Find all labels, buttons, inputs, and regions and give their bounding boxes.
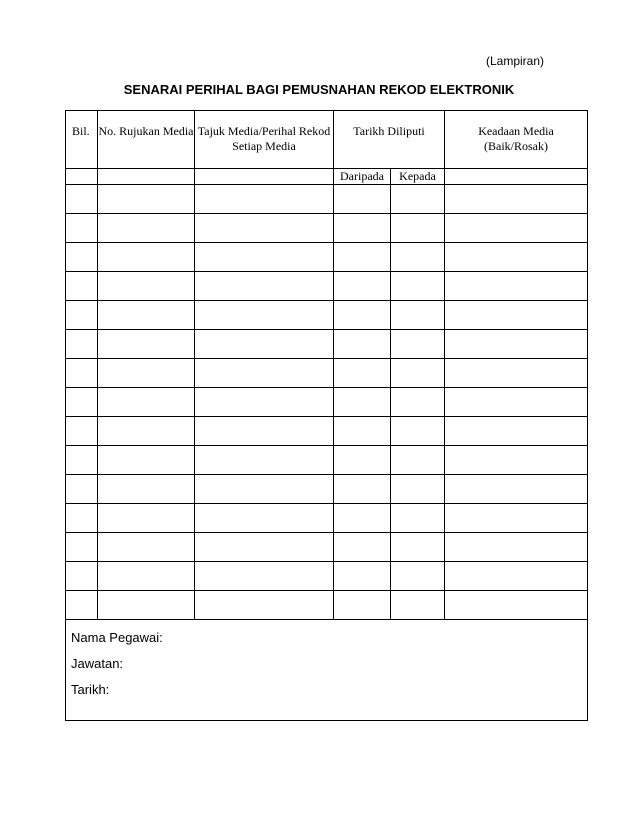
table-cell[interactable]	[334, 185, 391, 214]
table-cell[interactable]	[334, 359, 391, 388]
table-cell[interactable]	[66, 533, 98, 562]
table-cell[interactable]	[445, 272, 588, 301]
table-cell[interactable]	[445, 301, 588, 330]
table-cell[interactable]	[391, 562, 445, 591]
table-cell[interactable]	[334, 243, 391, 272]
table-cell[interactable]	[334, 272, 391, 301]
table-cell[interactable]	[445, 475, 588, 504]
table-cell[interactable]	[195, 388, 334, 417]
table-cell[interactable]	[66, 388, 98, 417]
nama-pegawai-label: Nama Pegawai:	[71, 630, 163, 645]
table-cell[interactable]	[98, 446, 195, 475]
table-row	[66, 504, 588, 533]
header-tajuk-media: Tajuk Media/Perihal Rekod Setiap Media	[195, 111, 334, 169]
tarikh-label: Tarikh:	[71, 682, 110, 697]
header-bil: Bil.	[66, 111, 98, 169]
table-cell[interactable]	[66, 417, 98, 446]
table-cell[interactable]	[98, 243, 195, 272]
table-cell[interactable]	[445, 243, 588, 272]
table-cell[interactable]	[98, 591, 195, 620]
table-cell[interactable]	[391, 417, 445, 446]
table-cell[interactable]	[66, 330, 98, 359]
table-cell[interactable]	[195, 243, 334, 272]
table-cell[interactable]	[98, 417, 195, 446]
table-cell[interactable]	[98, 185, 195, 214]
table-row	[66, 562, 588, 591]
signature-section	[66, 620, 588, 721]
table-cell[interactable]	[334, 475, 391, 504]
table-cell[interactable]	[445, 214, 588, 243]
table-cell[interactable]	[98, 533, 195, 562]
jawatan-label: Jawatan:	[71, 656, 124, 671]
table-cell[interactable]	[98, 562, 195, 591]
table-cell[interactable]	[445, 169, 588, 185]
table-cell[interactable]	[195, 562, 334, 591]
table-cell[interactable]	[66, 301, 98, 330]
header-keadaan-media: Keadaan Media (Baik/Rosak)	[445, 111, 588, 169]
attachment-label: (Lampiran)	[486, 54, 545, 68]
table-row	[66, 591, 588, 620]
signature-cell[interactable]	[66, 620, 588, 721]
table-cell[interactable]	[195, 272, 334, 301]
table-cell[interactable]	[98, 272, 195, 301]
table-cell[interactable]	[391, 272, 445, 301]
table-row	[66, 475, 588, 504]
table-cell[interactable]	[391, 185, 445, 214]
table-cell[interactable]	[334, 591, 391, 620]
table-cell[interactable]	[195, 214, 334, 243]
table-row	[66, 359, 588, 388]
table-cell[interactable]	[66, 169, 98, 185]
table-cell[interactable]	[66, 359, 98, 388]
table-cell[interactable]	[66, 446, 98, 475]
table-cell[interactable]	[334, 562, 391, 591]
table-cell[interactable]	[334, 330, 391, 359]
header-daripada: Daripada	[334, 169, 391, 185]
table-row	[66, 301, 588, 330]
table-row	[66, 185, 588, 214]
table-cell[interactable]	[195, 533, 334, 562]
table-cell[interactable]	[445, 185, 588, 214]
table-cell[interactable]	[66, 591, 98, 620]
table-cell[interactable]	[334, 214, 391, 243]
table-cell[interactable]	[391, 591, 445, 620]
table-cell[interactable]	[334, 446, 391, 475]
table-cell[interactable]	[66, 185, 98, 214]
table-row	[66, 243, 588, 272]
table-cell[interactable]	[391, 533, 445, 562]
table-cell[interactable]	[98, 359, 195, 388]
table-row	[66, 417, 588, 446]
table-cell[interactable]	[445, 330, 588, 359]
table-cell[interactable]	[334, 301, 391, 330]
header-no-rujukan: No. Rujukan Media	[98, 111, 195, 169]
table-cell[interactable]	[391, 243, 445, 272]
table-cell[interactable]	[195, 169, 334, 185]
table-row	[66, 272, 588, 301]
table-cell[interactable]	[66, 504, 98, 533]
table-cell[interactable]	[391, 504, 445, 533]
table-cell[interactable]	[195, 417, 334, 446]
table-cell[interactable]	[445, 388, 588, 417]
table-cell[interactable]	[66, 272, 98, 301]
table-cell[interactable]	[98, 301, 195, 330]
table-cell[interactable]	[98, 214, 195, 243]
table-cell[interactable]	[334, 388, 391, 417]
record-disposal-table	[65, 110, 588, 721]
table-cell[interactable]	[445, 417, 588, 446]
table-cell[interactable]	[334, 504, 391, 533]
table-subheader-row	[66, 169, 588, 185]
table-cell[interactable]	[445, 359, 588, 388]
table-cell[interactable]	[66, 475, 98, 504]
table-cell[interactable]	[195, 475, 334, 504]
table-cell[interactable]	[195, 504, 334, 533]
table-cell[interactable]	[98, 388, 195, 417]
table-cell[interactable]	[195, 185, 334, 214]
table-cell[interactable]	[445, 591, 588, 620]
table-cell[interactable]	[391, 475, 445, 504]
table-header-row	[66, 111, 588, 169]
table-cell[interactable]	[391, 330, 445, 359]
header-tarikh-diliputi: Tarikh Diliputi	[334, 111, 445, 169]
table-cell[interactable]	[195, 591, 334, 620]
table-cell[interactable]	[391, 388, 445, 417]
table-cell[interactable]	[195, 301, 334, 330]
table-cell[interactable]	[391, 359, 445, 388]
table-cell[interactable]	[66, 214, 98, 243]
table-row	[66, 446, 588, 475]
table-cell[interactable]	[195, 359, 334, 388]
table-cell[interactable]	[66, 243, 98, 272]
table-cell[interactable]	[98, 169, 195, 185]
table-cell[interactable]	[66, 562, 98, 591]
table-row	[66, 388, 588, 417]
table-cell[interactable]	[445, 562, 588, 591]
table-row	[66, 330, 588, 359]
header-kepada: Kepada	[391, 169, 445, 185]
table-cell[interactable]	[195, 330, 334, 359]
table-cell[interactable]	[391, 214, 445, 243]
table-cell[interactable]	[445, 533, 588, 562]
table-cell[interactable]	[445, 446, 588, 475]
table-row	[66, 533, 588, 562]
table-cell[interactable]	[98, 504, 195, 533]
table-cell[interactable]	[445, 504, 588, 533]
table-cell[interactable]	[391, 446, 445, 475]
table-row	[66, 214, 588, 243]
table-cell[interactable]	[195, 446, 334, 475]
table-cell[interactable]	[98, 475, 195, 504]
table-cell[interactable]	[391, 301, 445, 330]
page-title: SENARAI PERIHAL BAGI PEMUSNAHAN REKOD ELEKTRONIK	[123, 82, 515, 97]
table-cell[interactable]	[334, 533, 391, 562]
table-cell[interactable]	[98, 330, 195, 359]
table-cell[interactable]	[334, 417, 391, 446]
